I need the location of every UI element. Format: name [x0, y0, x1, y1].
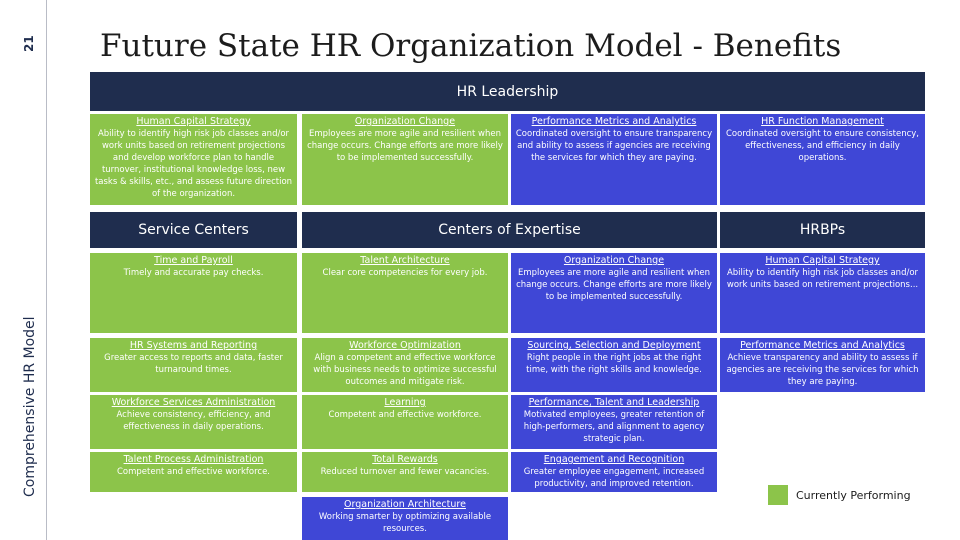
page-title: Future State HR Organization Model - Benefits: [100, 28, 842, 64]
card-heading: Time and Payroll: [154, 255, 233, 266]
hrbp-card-human-capital-strategy: [720, 253, 925, 333]
card-body: Align a competent and effective workforce with business needs to optimize successful outcomes and mitigate risk.: [313, 353, 497, 387]
card-heading: Human Capital Strategy: [765, 255, 880, 266]
card-heading: Talent Process Administration: [123, 454, 264, 465]
expertise-card-workforce-optimization: [302, 338, 508, 392]
centers-of-expertise-label: Centers of Expertise: [438, 222, 581, 238]
leadership-card-human-capital-strategy: [90, 114, 297, 205]
expertise-card-organization-change: [511, 253, 717, 333]
legend-swatch: [768, 485, 788, 505]
service-centers-bar: [90, 212, 297, 248]
card-body: Coordinated oversight to ensure consistency, effectiveness, and efficiency in daily operations.: [726, 129, 919, 163]
card-body: Achieve transparency and ability to assess if agencies are receiving the services for which they are paying.: [726, 353, 919, 387]
card-heading: Organization Change: [354, 116, 456, 127]
expertise-card-total-rewards: [302, 452, 508, 492]
expertise-card-performance-talent: [511, 395, 717, 449]
card-body: Motivated employees, greater retention of high-performers, and alignment to agency strategic plan.: [523, 410, 705, 444]
card-heading: HR Function Management: [761, 116, 884, 127]
expertise-card-sourcing-selection: [511, 338, 717, 392]
centers-of-expertise-bar: [302, 212, 717, 248]
card-heading: Performance Metrics and Analytics: [531, 116, 697, 127]
card-heading: Organization Change: [563, 255, 665, 266]
card-heading: Performance, Talent and Leadership: [528, 397, 700, 408]
card-body: Coordinated oversight to ensure transparency and ability to assess if agencies are receiving the services for which they are paying.: [515, 129, 713, 163]
card-body: Employees are more agile and resilient when change occurs. Change efforts are more likely to be implemented successfully.: [516, 268, 712, 302]
card-body: Reduced turnover and fewer vacancies.: [320, 467, 490, 477]
card-body: Competent and effective workforce.: [328, 410, 482, 420]
leadership-card-performance-metrics: [511, 114, 717, 205]
service-card-hr-systems: [90, 338, 297, 392]
hr-leadership-bar: [90, 72, 925, 111]
card-body: Greater employee engagement, increased productivity, and improved retention.: [523, 467, 705, 489]
card-body: Working smarter by optimizing available resources.: [318, 512, 492, 534]
hrbps-bar: [720, 212, 925, 248]
card-heading: Learning: [384, 397, 426, 408]
expertise-card-talent-architecture: [302, 253, 508, 333]
legend-label: Currently Performing: [796, 489, 911, 502]
card-body: Achieve consistency, efficiency, and effectiveness in daily operations.: [116, 410, 271, 432]
hrbp-card-performance-metrics: [720, 338, 925, 392]
side-divider: [46, 0, 47, 540]
card-heading: Engagement and Recognition: [543, 454, 685, 465]
expertise-card-organization-architecture: [302, 497, 508, 540]
side-label: Comprehensive HR Model: [22, 316, 38, 497]
card-heading: Total Rewards: [372, 454, 438, 465]
card-heading: Workforce Services Administration: [111, 397, 276, 408]
card-body: Competent and effective workforce.: [116, 467, 271, 477]
card-body: Clear core competencies for every job.: [322, 268, 488, 278]
service-card-talent-process: [90, 452, 297, 492]
card-heading: Workforce Optimization: [349, 340, 461, 351]
hr-leadership-label: HR Leadership: [456, 83, 559, 100]
card-body: Timely and accurate pay checks.: [123, 268, 264, 278]
card-heading: HR Systems and Reporting: [129, 340, 258, 351]
card-heading: Performance Metrics and Analytics: [740, 340, 905, 351]
service-centers-label: Service Centers: [138, 222, 249, 238]
service-card-time-and-payroll: [90, 253, 297, 333]
expertise-card-learning: [302, 395, 508, 449]
card-heading: Talent Architecture: [360, 255, 450, 266]
card-body: Right people in the right jobs at the right time, with the right skills and knowledge.: [526, 353, 702, 375]
hrbps-label: HRBPs: [799, 222, 846, 238]
slide-number: 21: [22, 35, 36, 52]
card-body: Ability to identify high risk job classes and/or work units based on retirement projections and develop workforce plan to handle turnover, institutional knowledge loss, new tasks & skills, etc., and assess future direction of the organization.: [94, 129, 293, 199]
card-heading: Sourcing, Selection and Deployment: [527, 340, 701, 351]
card-heading: Organization Architecture: [344, 499, 466, 510]
service-card-workforce-services: [90, 395, 297, 449]
leadership-card-hr-function-management: [720, 114, 925, 205]
card-body: Ability to identify high risk job classes and/or work units based on retirement projections...: [726, 268, 919, 290]
leadership-card-organization-change: [302, 114, 508, 205]
card-body: Employees are more agile and resilient when change occurs. Change efforts are more likely to be implemented successfully.: [307, 129, 503, 163]
expertise-card-engagement-recognition: [511, 452, 717, 492]
card-heading: Human Capital Strategy: [136, 116, 251, 127]
card-body: Greater access to reports and data, faster turnaround times.: [104, 353, 283, 375]
